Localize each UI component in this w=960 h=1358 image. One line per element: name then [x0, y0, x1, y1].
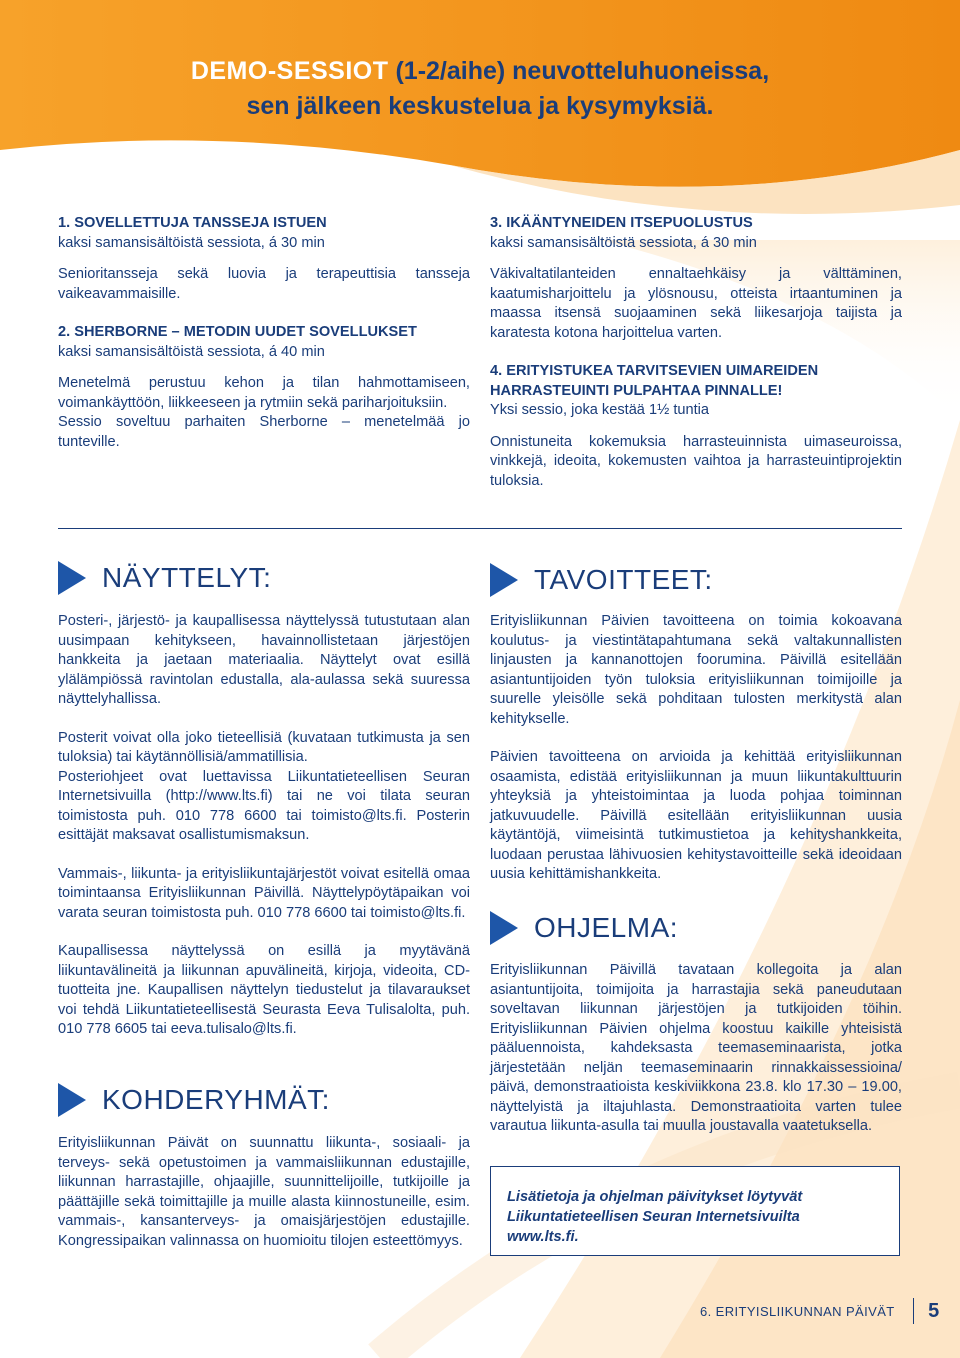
nayttelyt-paragraph-2b: Posteriohjeet ovat luettavissa Liikuntatieteellisen Seuran Internetsivuilla (http://www.lts.fi) tai ne voi tilata seuran toimistosta puh. 010 778 6600 tai toimisto@lts.fi. Posterin esittäjät maksavat osallistumismaksun.	[58, 768, 470, 843]
header-title-rest-2: sen jälkeen keskustelua ja kysymyksiä.	[246, 92, 714, 120]
triangle-bullet-icon	[490, 911, 518, 945]
triangle-bullet-icon	[58, 1083, 86, 1117]
session-4-title-1: 4. ERITYISTUKEA TARVITSEVIEN UIMAREIDEN	[490, 363, 819, 379]
info-box-line-1: Lisätietoja ja ohjelman päivitykset löytyvät	[507, 1189, 803, 1205]
page-header	[120, 54, 840, 124]
page-footer	[700, 1298, 939, 1324]
info-box-line-2: Liikuntatieteellisen Seuran Internetsivuilta	[507, 1209, 800, 1225]
nayttelyt-body	[58, 612, 470, 1040]
header-title-rest-1: (1-2/aihe) neuvotteluhuoneissa,	[388, 57, 770, 85]
nayttelyt-paragraph-4: Kaupallisessa näyttelyssä on esillä ja myytävänä liikuntavälineitä ja liikunnan apuvälineitä, kirjoja, videoita, CD-tuotteita jne. Kaupallisen näyttelyn tiedustelut ja tilavaraukset voi tehdä Liikuntatieteellisestä Seurasta Eeva Tulisalolta, puh. 010 778 6605 tai eeva.tulisalo@lts.fi.	[58, 943, 470, 1037]
header-title-strong: DEMO-SESSIOT	[190, 57, 389, 85]
triangle-bullet-icon	[490, 563, 518, 597]
section-divider	[58, 528, 902, 529]
demo-sessions-left	[58, 214, 470, 452]
ohjelma-body	[490, 961, 902, 1137]
session-1-subtitle: kaksi samansisältöistä sessiota, á 30 min	[58, 234, 325, 251]
session-3-subtitle: kaksi samansisältöistä sessiota, á 30 min	[490, 234, 757, 251]
tavoitteet-paragraph-2: Päivien tavoitteena on arvioida ja kehittää erityisliikunnan osaamista, edistää erityisliikunnan ja muun liikuntakulttuurin yhteyksiä ja yhteistoimintaa ja luoda pohjaa toiminnan jatkuvuudelle. Päivillä esitellään erityisliikunnan uusia käytäntöjä, viimeisintä tutkimustietoa ja kehityshankkeita, luodaan perustaa lähivuosien kehitystavoitteille sekä ideoidaan uusia kehittämishankkeita.	[490, 749, 902, 882]
ohjelma-paragraph-1: Erityisliikunnan Päivillä tavataan kollegoita ja alan asiantuntijoita, toimijoita ja harrastajia sekä paneudutaan soveltavan liikunnan järjestöjen ja tutkijoiden töihin. Erityisliikunnan Päivien ohjelma koostuu kaikille yhteisistä pääluennoista, kahdeksasta teemaseminaarista, jotka järjestetään neljän teemaseminaarin rinnakkaissessioina/ päivä, demonstraatioista keskiviikkona 23.8. klo 17.30 – 19.00, näyttelyistä ja iltajuhlasta. Demonstraatioita varten tulee varautua liikunta-asulla tai muulla joustavalla vaatetuksella.	[490, 962, 902, 1134]
ohjelma-heading-text: OHJELMA:	[534, 912, 679, 943]
info-box	[490, 1166, 900, 1256]
session-4-subtitle: Yksi sessio, joka kestää 1½ tuntia	[490, 402, 710, 418]
tavoitteet-heading	[490, 563, 713, 597]
session-4-title-2: HARRASTEUINTI PULPAHTAA PINNALLE!	[490, 382, 783, 399]
nayttelyt-paragraph-3: Vammais-, liikunta- ja erityisliikuntajärjestöt voivat esitellä omaa toimintaansa Erityisliikunnan Päivillä. Näyttelypöytäpaikan voi varata seuran toimistosta puh. 010 778 6600 tai toimisto@lts.fi.	[58, 865, 470, 921]
kohderyhmat-paragraph-1: Erityisliikunnan Päivät on suunnattu liikunta-, sosiaali- ja terveys- sekä opetustoimen ja vammaisliikunnan edustajille, liikunnan harrastajille, ohjaajille, suunnittelijoille, tutkijoille ja päättäjille sekä toimittajille ja muille alasta kiinnostuneille, esim. vammais-, kansanterveys- ja omaisjärjestöjen edustajille. Kongressipaikan valinnassa on huomioitu tilojen esteettömyys.	[58, 1135, 470, 1249]
session-1-text: Senioritansseja sekä luovia ja terapeuttisia tansseja vaikeavammaisille.	[58, 266, 470, 302]
footer-separator	[913, 1298, 915, 1324]
kohderyhmat-heading	[58, 1083, 330, 1117]
tavoitteet-paragraph-1: Erityisliikunnan Päivien tavoitteena on toimia kokoavana koulutus- ja viestintätapahtumana sekä valtakunnallisten linjausten ja kannanottojen foorumina. Päivillä esitellään asiantuntijoiden työn tuloksia erityisliikunnan toimijoille ja suurelle yleisölle sekä pohditaan tulosten merkitystä alan kehitykselle.	[490, 613, 902, 727]
session-4-text: Onnistuneita kokemuksia harrasteuinnista uimaseuroissa, vinkkejä, ideoita, kokemusten vaihtoa ja harrasteuintiprojektin tuloksia.	[490, 433, 902, 489]
session-2-text-2: Sessio soveltuu parhaiten Sherborne – menetelmää jo tunteville.	[58, 414, 470, 450]
nayttelyt-heading-text: NÄYTTELYT:	[102, 562, 272, 593]
ohjelma-heading	[490, 911, 678, 945]
session-2-title: 2. SHERBORNE – METODIN UUDET SOVELLUKSET	[58, 324, 417, 340]
page-number: 5	[928, 1299, 940, 1322]
session-2-subtitle: kaksi samansisältöistä sessiota, á 40 min	[58, 343, 325, 360]
footer-label: 6. ERITYISLIIKUNNAN PÄIVÄT	[700, 1303, 895, 1319]
nayttelyt-paragraph-2a: Posterit voivat olla joko tieteellisiä (kuvataan tutkimusta ja sen tuloksia) tai käytännöllisiä/ammatillisia.	[58, 729, 470, 765]
session-3-text: Väkivaltatilanteiden ennaltaehkäisy ja välttäminen, kaatumisharjoittelu ja ylösnousu, otteista irtaantuminen ja maassa itsensä suojaaminen sekä liikesarjoja taijista ja karatesta kotona harjoittelua varten.	[490, 266, 902, 341]
tavoitteet-heading-text: TAVOITTEET:	[534, 564, 713, 595]
demo-sessions-right	[490, 214, 902, 491]
kohderyhmat-body	[58, 1134, 470, 1251]
nayttelyt-heading	[58, 561, 271, 595]
info-box-link[interactable]: www.lts.fi.	[507, 1229, 579, 1245]
tavoitteet-body	[490, 612, 902, 885]
kohderyhmat-heading-text: KOHDERYHMÄT:	[102, 1084, 330, 1115]
nayttelyt-paragraph-1: Posteri-, järjestö- ja kaupallisessa näyttelyssä tutustutaan alan uusimpaan kehitykseen, havainnollistetaan järjestöjen hankkeita ja jaetaan materiaalia. Näyttelyt ovat esillä ylälämpiössä ravintolan edustalla, ala-aulassa sekä suuressa näyttelyhallissa.	[58, 613, 470, 707]
session-2-text-1: Menetelmä perustuu kehon ja tilan hahmottamiseen, voimankäyttöön, liikkeeseen ja rytmiin sekä pariharjoituksiin.	[58, 375, 470, 411]
session-3-title: 3. IKÄÄNTYNEIDEN ITSEPUOLUSTUS	[490, 215, 753, 231]
session-1-title: 1. SOVELLETTUJA TANSSEJA ISTUEN	[58, 215, 327, 231]
triangle-bullet-icon	[58, 561, 86, 595]
